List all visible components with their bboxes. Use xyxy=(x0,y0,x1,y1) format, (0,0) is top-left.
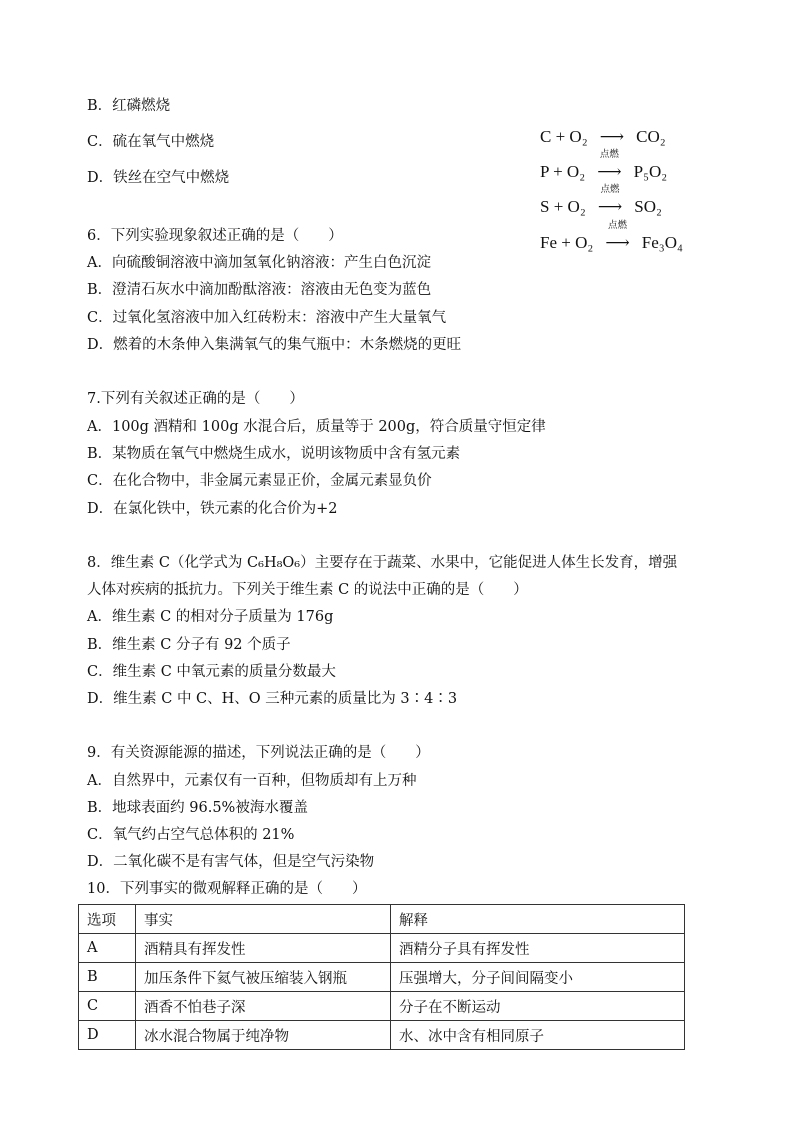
table-cell: 酒精具有挥发性 xyxy=(136,934,391,963)
q9-option-a: A．自然界中，元素仅有一百种，但物质却有上万种 xyxy=(87,773,417,789)
q7-option-b: B．某物质在氧气中燃烧生成水，说明该物质中含有氢元素 xyxy=(87,446,461,462)
table-cell: 水、冰中含有相同原子 xyxy=(391,1021,685,1050)
q9-option-b: B．地球表面约 96.5%被海水覆盖 xyxy=(87,800,308,816)
table-cell: 分子在不断运动 xyxy=(391,992,685,1021)
table-cell: 压强增大，分子间间隔变小 xyxy=(391,963,685,992)
q8-stem-line-2: 人体对疾病的抵抗力。下列关于维生素 C 的说法中正确的是（ ） xyxy=(87,582,528,598)
table-cell: 冰水混合物属于纯净物 xyxy=(136,1021,391,1050)
table-cell: 加压条件下氦气被压缩装入钢瓶 xyxy=(136,963,391,992)
q9-stem: 9．有关资源能源的描述，下列说法正确的是（ ） xyxy=(87,745,430,761)
equation-2-right: P₅O₂ xyxy=(633,162,668,181)
table-cell: 酒香不怕巷子深 xyxy=(136,992,391,1021)
q8-option-c: C．维生素 C 中氧元素的质量分数最大 xyxy=(87,664,336,680)
q6-option-a: A．向硫酸铜溶液中滴加氢氧化钠溶液：产生白色沉淀 xyxy=(87,255,431,271)
q8-option-a: A．维生素 C 的相对分子质量为 176g xyxy=(87,609,334,625)
equation-4-arrow: 点燃 ⟶ xyxy=(600,230,636,256)
equation-2 xyxy=(540,149,668,185)
table-row xyxy=(79,992,685,1021)
equation-3 xyxy=(540,184,662,220)
table-header-cell: 事实 xyxy=(136,905,391,934)
q9-option-c: C．氧气约占空气总体积的 21% xyxy=(87,827,295,843)
equation-1-right: CO₂ xyxy=(636,127,666,146)
q7-stem: 7.下列有关叙述正确的是（ ） xyxy=(87,391,304,407)
table-header-row xyxy=(79,905,685,934)
q8-stem-line-1: 8．维生素 C（化学式为 C₆H₈O₆）主要存在于蔬菜、水果中，它能促进人体生长发育，增强 xyxy=(87,555,678,571)
q10-stem: 10．下列事实的微观解释正确的是（ ） xyxy=(87,881,367,897)
equation-3-arrow: 点燃 ⟶ xyxy=(592,194,628,220)
table-cell: C xyxy=(79,992,136,1021)
table-row xyxy=(79,1021,685,1050)
equation-1-arrow: ⟶ xyxy=(599,127,625,146)
equation-1 xyxy=(540,124,666,150)
table-row xyxy=(79,963,685,992)
q6-option-d: D．燃着的木条伸入集满氧气的集气瓶中：木条燃烧的更旺 xyxy=(87,337,462,353)
q8-option-b: B．维生素 C 分子有 92 个质子 xyxy=(87,637,291,653)
q6-option-b: B．澄清石灰水中滴加酚酞溶液：溶液由无色变为蓝色 xyxy=(87,282,432,298)
table-cell: B xyxy=(79,963,136,992)
equation-4-condition: 点燃 xyxy=(608,220,628,231)
q9-option-d: D．二氧化碳不是有害气体，但是空气污染物 xyxy=(87,854,375,870)
q5-option-d: D．铁丝在空气中燃烧 xyxy=(87,170,230,186)
equation-2-left: P + O₂ xyxy=(540,162,586,181)
table-cell: 酒精分子具有挥发性 xyxy=(391,934,685,963)
q5-option-b: B．红磷燃烧 xyxy=(87,98,171,114)
q7-option-a: A．100g 酒精和 100g 水混合后，质量等于 200g，符合质量守恒定律 xyxy=(87,419,546,435)
equation-4 xyxy=(540,220,683,256)
q7-option-c: C．在化合物中，非金属元素显正价，金属元素显负价 xyxy=(87,473,432,489)
equation-4-right: Fe₃O₄ xyxy=(641,233,683,252)
equation-3-right: SO₂ xyxy=(634,197,662,216)
table-row xyxy=(79,934,685,963)
table-cell: A xyxy=(79,934,136,963)
equation-1-left: C + O₂ xyxy=(540,127,588,146)
table-cell: D xyxy=(79,1021,136,1050)
q8-option-d: D．维生素 C 中 C、H、O 三种元素的质量比为 3∶4∶3 xyxy=(87,691,458,707)
q6-option-c: C．过氧化氢溶液中加入红砖粉末：溶液中产生大量氧气 xyxy=(87,310,447,326)
q5-option-c: C．硫在氧气中燃烧 xyxy=(87,134,215,150)
table-header-cell: 选项 xyxy=(79,905,136,934)
q6-stem: 6．下列实验现象叙述正确的是（ ） xyxy=(87,228,343,244)
equation-3-condition: 点燃 xyxy=(600,184,620,195)
equation-4-left: Fe + O₂ xyxy=(540,233,594,252)
equation-3-left: S + O₂ xyxy=(540,197,586,216)
equation-2-condition: 点燃 xyxy=(599,149,619,160)
q10-table xyxy=(78,904,685,1050)
table-header-cell: 解释 xyxy=(391,905,685,934)
q7-option-d: D．在氯化铁中，铁元素的化合价为+2 xyxy=(87,501,338,517)
equation-2-arrow: 点燃 ⟶ xyxy=(591,159,627,185)
